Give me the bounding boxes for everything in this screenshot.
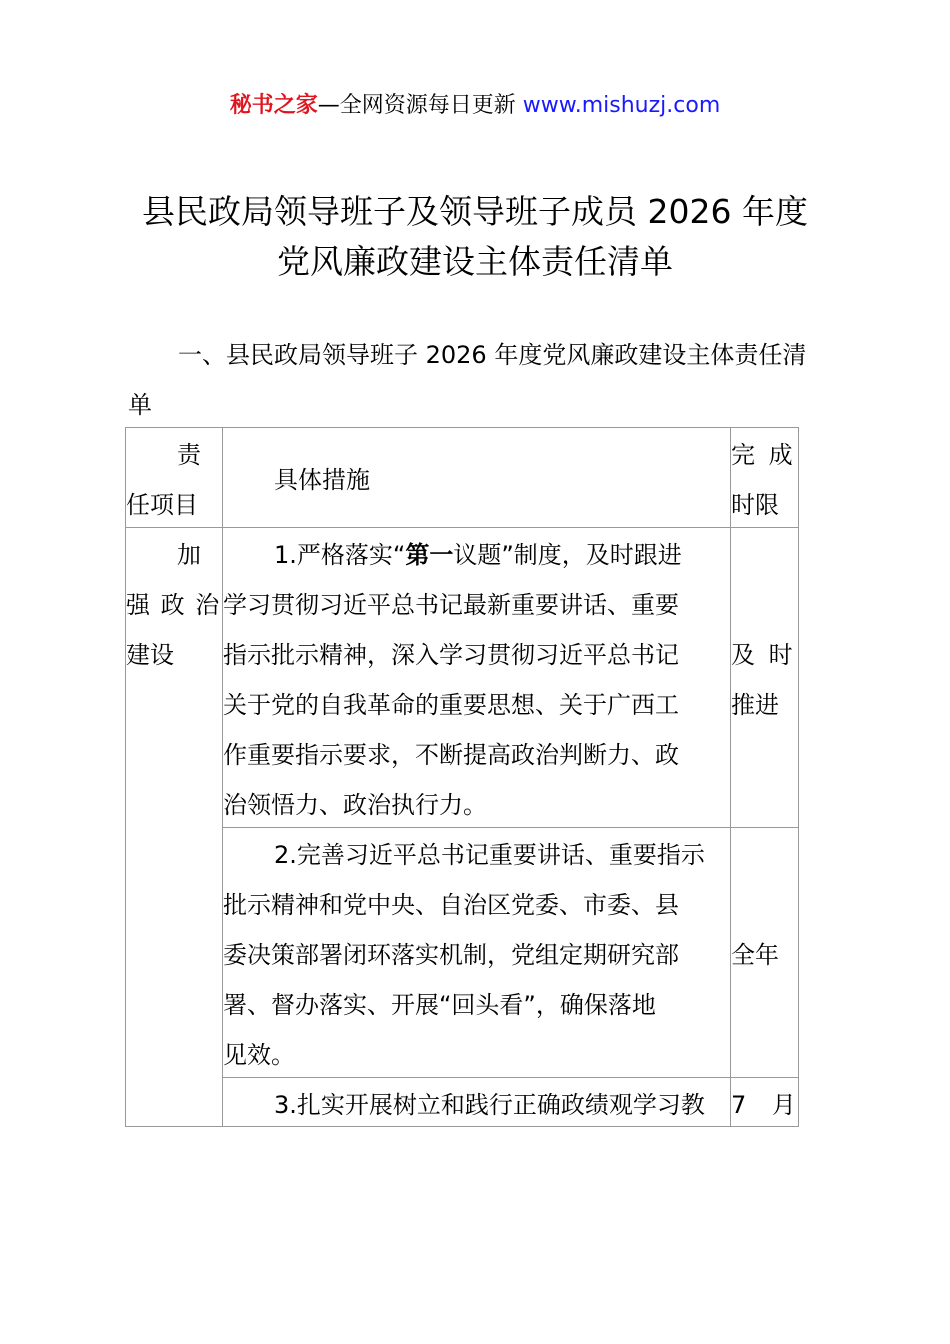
header-deadline-text: 完 成 [731,441,793,469]
measure-line: 委决策部署闭环落实机制，党组定期研究部 [223,941,679,969]
site-header [0,88,950,119]
item-text: 加 [177,541,201,569]
measure-line: 批示精神和党中央、自治区党委、市委、县 [223,891,679,919]
measure-line: 关于党的自我革命的重要思想、关于广西工 [223,691,679,719]
title-line-1: 县民政局领导班子及领导班子成员 2026 年度 [142,192,808,231]
deadline-text: 全年 [731,941,779,969]
measure-line: 作重要指示要求，不断提高政治判断力、政 [223,741,679,769]
brand-name: 秘书之家 [229,93,318,118]
measure-line: 指示批示精神，深入学习贯彻习近平总书记 [223,641,679,669]
section-heading: 一、县民政局领导班子 2026 年度党风廉政建设主体责任清 [178,341,807,369]
measure-line: 2.完善习近平总书记重要讲话、重要指示 [274,841,705,869]
measure-line: 1.严格落实“第一议题”制度，及时跟进 [274,541,682,569]
header-deadline-text: 时限 [731,491,779,519]
header-item-text: 任项目 [126,491,198,519]
header-measures-text: 具体措施 [274,466,370,494]
site-url[interactable]: www.mishuzj.com [522,93,721,118]
item-text: 强 政 治 [126,591,220,619]
measure-line: 见效。 [223,1041,295,1069]
deadline-text: 推进 [731,691,779,719]
title-line-2: 党风廉政建设主体责任清单 [277,242,673,281]
measure-line: 署、督办落实、开展“回头看”，确保落地 [223,991,656,1019]
measure-line: 治领悟力、政治执行力。 [223,791,487,819]
item-text: 建设 [126,641,174,669]
measure-line: 学习贯彻习近平总书记最新重要讲话、重要 [223,591,679,619]
deadline-cell [730,527,799,828]
measure-cell [222,527,731,828]
deadline-text: 及 时 [731,641,793,669]
section-heading-cont: 单 [128,391,152,419]
header-item-text: 责 [177,441,201,469]
deadline-text: 7 月 [731,1091,796,1119]
measure-line: 3.扎实开展树立和践行正确政绩观学习教 [274,1091,705,1119]
tagline: —全网资源每日更新 [317,93,523,118]
